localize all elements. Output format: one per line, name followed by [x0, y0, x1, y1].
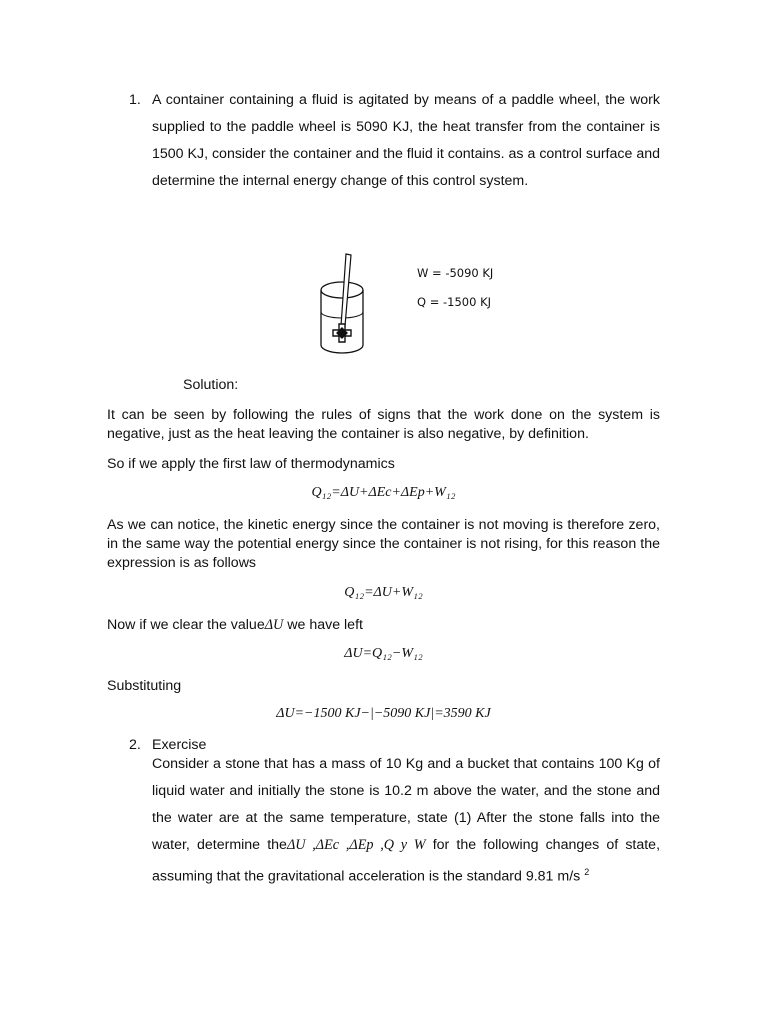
paragraph-4-math: ΔU	[264, 617, 284, 633]
problem-1-number: 1.	[129, 92, 141, 108]
exercise-2-number: 2.	[129, 737, 141, 753]
work-label: W = -5090 KJ	[417, 266, 494, 280]
exercise-2-text-math: ΔU ,ΔEc ,ΔEp ,Q y W	[286, 837, 426, 853]
equation-simplified: Q₁₂=ΔU+W₁₂	[344, 585, 423, 600]
solution-heading: Solution:	[183, 377, 239, 393]
solution-paragraph-4	[107, 616, 660, 635]
problem-1-text: A container containing a fluid is agitated by means of a paddle wheel, the work supplied to the paddle wheel is 5090 KJ, the heat transfer from the container is 1500 KJ, consider the container and the fluid it contains. as a control surface and determine the internal energy change of this control system.	[152, 92, 660, 189]
exercise-2-text-prefix: Consider a stone that has a mass of 10 Kg and a bucket that contains 100 Kg of liquid water and initially the stone is 10.2 m above the water, and the stone and the water are at the same temperature, state (1) After the stone falls into the water, determine the	[152, 756, 660, 853]
exercise-2-text-suffix: for the following changes of state, assuming that the gravitational acceleration is the standard 9.81 m/s	[152, 837, 661, 885]
heat-label: Q = -1500 KJ	[417, 295, 492, 309]
equation-delta-u: ΔU=Q₁₂−W₁₂	[344, 646, 423, 661]
exercise-2-superscript: 2	[584, 867, 590, 877]
solution-paragraph-3: As we can notice, the kinetic energy since the container is not moving is therefore zero, in the same way the potential energy since the container is not rising, for this reason the expression is as follows	[107, 517, 660, 571]
solution-paragraph-2: So if we apply the first law of thermodynamics	[107, 456, 395, 472]
equation-first-law: Q₁₂=ΔU+ΔEc+ΔEp+W₁₂	[311, 485, 456, 500]
container-with-paddle-wheel-icon	[312, 250, 372, 360]
exercise-2-text	[152, 751, 660, 891]
solution-paragraph-5: Substituting	[107, 678, 182, 694]
solution-paragraph-1: It can be seen by following the rules of signs that the work done on the system is negative, just as the heat leaving the container is also negative, by definition.	[107, 407, 660, 442]
paragraph-4-prefix: Now if we clear the value	[107, 617, 265, 633]
exercise-2-title: Exercise	[152, 737, 207, 753]
equation-substitution: ΔU=−1500 KJ−|−5090 KJ|=3590 KJ	[276, 706, 491, 721]
paragraph-4-suffix: we have left	[283, 617, 363, 633]
